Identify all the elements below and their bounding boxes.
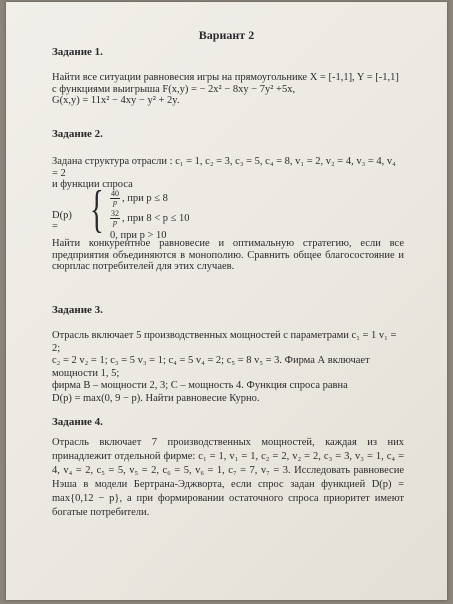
- task4-title: Задание 4.: [52, 416, 103, 428]
- demand-case2: [110, 210, 190, 227]
- task3-line1: Отрасль включает 5 производственных мощностей с параметрами c₁ = 1 v₁ = 2;: [52, 330, 397, 354]
- brace-icon: {: [90, 181, 104, 238]
- task3-text: [52, 330, 404, 405]
- task3-title: Задание 3.: [52, 304, 103, 316]
- task2-line2: и функции спроса: [52, 179, 133, 190]
- task1-line3: G(x,y) = 11x² − 4xy − y² + 2y.: [52, 95, 180, 106]
- task1-line1: Найти все ситуации равновесия игры на прямоугольнике X = [-1,1], Y = [-1,1]: [52, 72, 399, 83]
- case2-condition: , при 8 < p ≤ 10: [122, 212, 190, 224]
- demand-label: D(p) =: [52, 210, 72, 232]
- variant-title: Вариант 2: [198, 28, 255, 42]
- task3-line3: фирма В – мощности 2, 3; С – мощность 4. Функция спроса равна: [52, 380, 348, 391]
- task2-intro: [52, 156, 404, 191]
- task2-title: Задание 2.: [52, 128, 103, 140]
- fraction-2: $\frac{32}{p}$: [111, 209, 119, 227]
- task4-text: Отрасль включает 7 производственных мощностей, каждая из них принадлежит отдельной фирме: c₁ = 1, v₁ = 1, c₂ = 2, v₂ = 2, c₃ = 3, v₃ = 1, c₄ = 4, v₄ = 2, c₅ = 5, v₅ = 2, c₆ = 5, v₆ = 1, c₇ = 7, v₇ = 3. Исследовать равновесие Нэша в модели Бертрана-Эджворта, если спрос задан функцией D(p) = max{0,12 − p}, а при формировании остаточного спроса приоритет имеют богатые потребители.: [52, 437, 404, 518]
- exam-sheet: [6, 2, 447, 600]
- demand-case1: [110, 190, 168, 207]
- task3-line4: D(p) = max(0, 9 − p). Найти равновесие Курно.: [52, 392, 260, 404]
- demand-case3: 0, при p > 10: [110, 230, 167, 241]
- task2-text: Найти конкурентное равновесие и оптимальную стратегию, если все предприятия объединяются в монополию. Сравнить общее благосостояние и сюрплас потребителей для этих случаев.: [52, 238, 404, 272]
- task3-line2: c₂ = 2 v₂ = 1; c₃ = 5 v₃ = 1; c₄ = 5 v₄ = 2; c₅ = 8 v₅ = 3. Фирма А включает мощности 1, 5;: [52, 355, 370, 379]
- fraction-1: $\frac{40}{p}$: [111, 189, 119, 207]
- task1-title: Задание 1.: [52, 46, 103, 58]
- case1-condition: , при p ≤ 8: [122, 192, 168, 204]
- task1-line2: с функциями выигрыша F(x,y) = − 2x² − 8xy − 7y² +5x,: [52, 83, 296, 95]
- task2-line1: Задана структура отрасли : c₁ = 1, c₂ = 3, c₃ = 5, c₄ = 8, v₁ = 2, v₂ = 4, v₃ = 4, v₄ = 2: [52, 156, 396, 179]
- task1-text: [52, 72, 404, 107]
